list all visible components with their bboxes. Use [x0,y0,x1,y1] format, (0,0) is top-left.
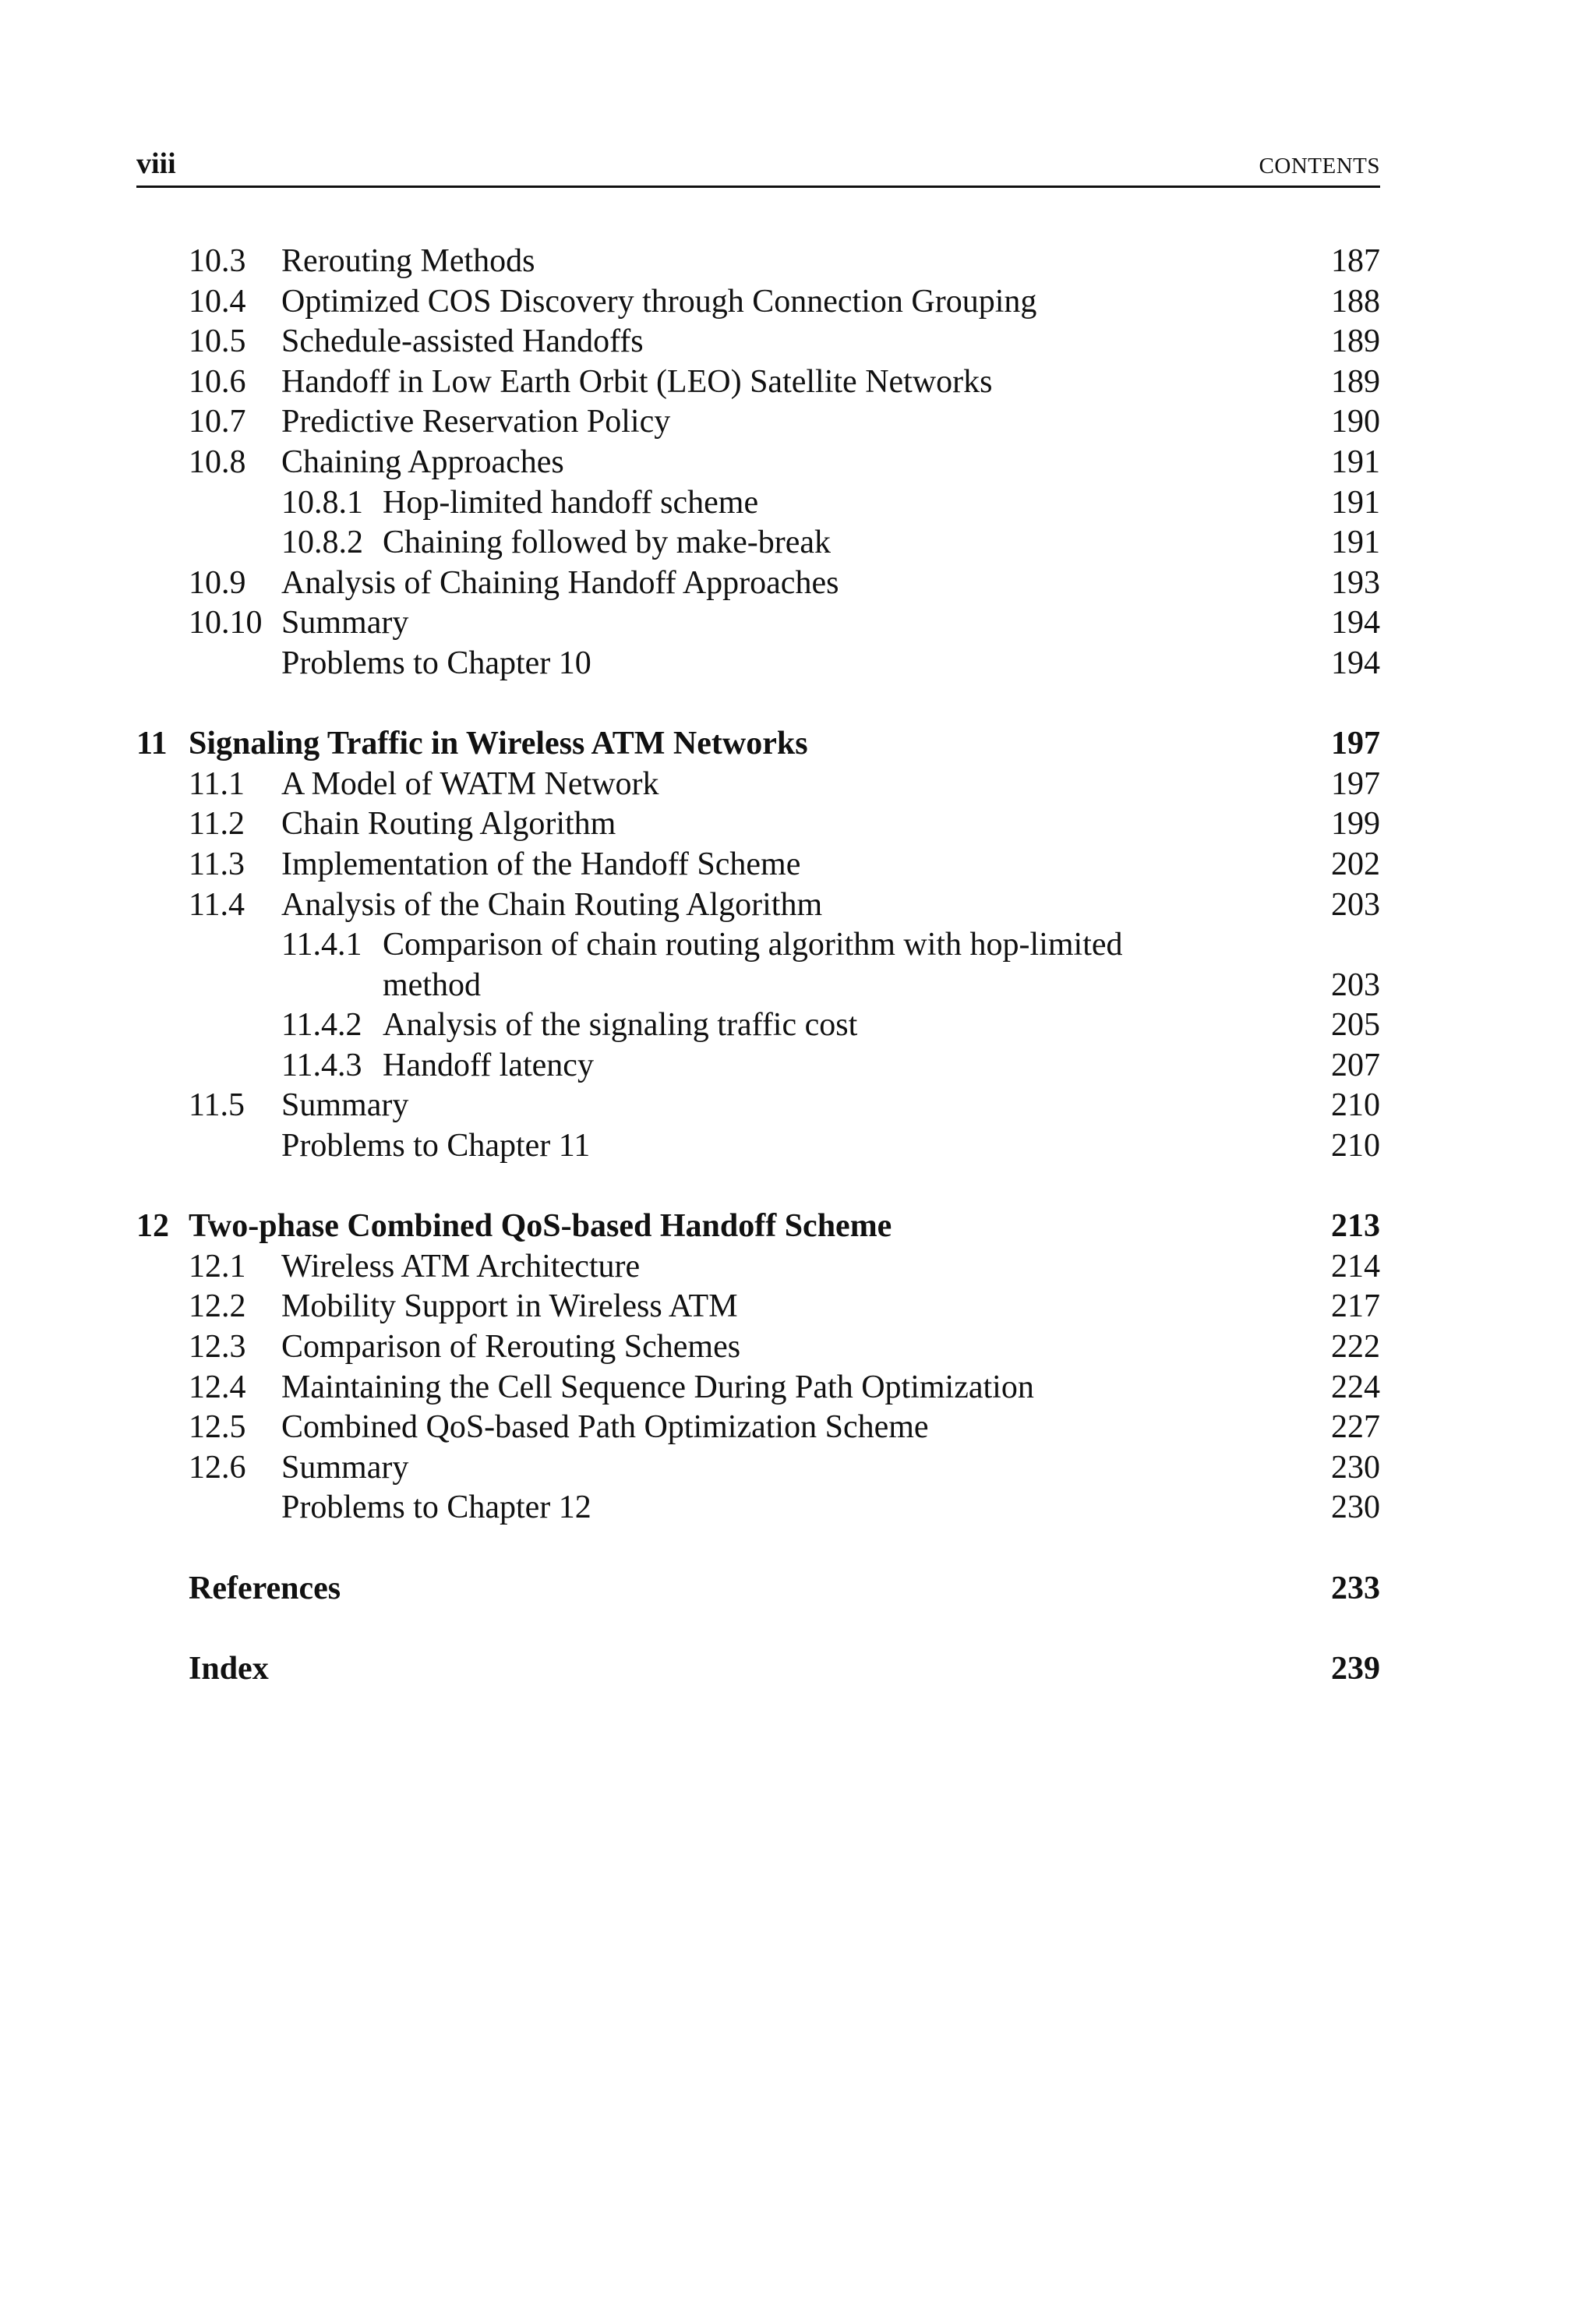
section-title: Implementation of the Handoff Scheme [281,846,801,882]
subsection-title: Chaining followed by make-break [383,525,831,561]
toc-entry[interactable] [136,603,1380,644]
page-ref: 203 [1331,886,1380,923]
subsection-number: 11.4.1 [281,927,362,963]
section-number: 10.5 [189,323,246,360]
subsection-number: 11.4.2 [281,1007,362,1044]
toc-problems-entry[interactable] [136,1126,1380,1167]
chapter-title: Two-phase Combined QoS-based Handoff Scheme [189,1208,892,1245]
page-ref: 214 [1331,1248,1380,1284]
spacer [136,684,1380,725]
spacer [136,1609,1380,1649]
toc-subentry[interactable] [136,523,1380,564]
toc-entry[interactable] [136,765,1380,805]
page-ref: 194 [1331,605,1380,641]
toc-entry[interactable] [136,1448,1380,1489]
references-title: References [189,1570,341,1606]
section-title: Chain Routing Algorithm [281,806,616,843]
toc-chapter-entry[interactable] [136,724,1380,765]
section-number: 12.6 [189,1449,246,1486]
chapter-title: Signaling Traffic in Wireless ATM Networks [189,726,808,762]
page-ref: 187 [1331,243,1380,279]
section-title: Summary [281,1449,409,1486]
section-title: Summary [281,605,409,641]
section-title: Maintaining the Cell Sequence During Path Optimization [281,1369,1034,1405]
page-ref: 191 [1331,525,1380,561]
toc-entry[interactable] [136,1368,1380,1408]
page-ref: 188 [1331,283,1380,320]
page-ref: 197 [1331,765,1380,802]
toc-subentry[interactable] [136,483,1380,524]
toc-entry[interactable] [136,1327,1380,1368]
page-ref: 230 [1331,1489,1380,1526]
problems-title: Problems to Chapter 10 [281,645,591,681]
toc-subentry[interactable] [136,1046,1380,1087]
toc-entry[interactable] [136,1247,1380,1288]
toc-chapter-entry[interactable] [136,1207,1380,1247]
chapter-number: 11 [136,726,168,762]
page-ref: 210 [1331,1087,1380,1124]
spacer [136,1528,1380,1569]
subsection-number: 10.8.2 [281,525,363,561]
section-title: Analysis of Chaining Handoff Approaches [281,564,839,601]
toc-entry[interactable] [136,1408,1380,1448]
subsection-number: 11.4.3 [281,1047,362,1083]
section-title: Comparison of Rerouting Schemes [281,1329,741,1366]
toc-subentry-continuation[interactable] [136,966,1380,1006]
toc-entry[interactable] [136,804,1380,845]
page-ref: 230 [1331,1449,1380,1486]
section-title: A Model of WATM Network [281,765,659,802]
page-ref: 197 [1331,726,1380,762]
toc-problems-entry[interactable] [136,644,1380,684]
subsection-title: Analysis of the signaling traffic cost [383,1007,858,1044]
page-number: viii [136,147,176,180]
section-title: Optimized COS Discovery through Connection Grouping [281,283,1037,320]
page-ref: 191 [1331,484,1380,521]
section-number: 12.3 [189,1329,246,1366]
page-ref: 224 [1331,1369,1380,1405]
page-ref: 205 [1331,1007,1380,1044]
index-title: Index [189,1650,269,1687]
section-number: 11.1 [189,765,245,802]
page-ref: 199 [1331,806,1380,843]
subsection-title: Hop-limited handoff scheme [383,484,759,521]
section-title: Analysis of the Chain Routing Algorithm [281,886,823,923]
section-number: 10.9 [189,564,246,601]
page-ref: 210 [1331,1128,1380,1164]
toc-entry[interactable] [136,282,1380,323]
toc-references-entry[interactable] [136,1569,1380,1610]
page-ref: 189 [1331,323,1380,360]
page-ref: 191 [1331,443,1380,480]
spacer [136,1167,1380,1207]
page-header [136,148,1380,188]
toc-entry[interactable] [136,1086,1380,1126]
toc-problems-entry[interactable] [136,1488,1380,1528]
toc-entry[interactable] [136,885,1380,926]
toc-entry[interactable] [136,443,1380,483]
toc-entry[interactable] [136,1287,1380,1327]
page-ref: 193 [1331,564,1380,601]
toc-index-entry[interactable] [136,1649,1380,1690]
section-title: Chaining Approaches [281,443,564,480]
section-number: 10.6 [189,363,246,400]
section-number: 11.5 [189,1087,245,1124]
subsection-number: 10.8.1 [281,484,363,521]
subsection-title: Handoff latency [383,1047,594,1083]
toc-subentry[interactable] [136,925,1380,966]
page-ref: 207 [1331,1047,1380,1083]
page-ref: 194 [1331,645,1380,681]
section-title: Mobility Support in Wireless ATM [281,1288,738,1325]
section-number: 10.4 [189,283,246,320]
problems-title: Problems to Chapter 12 [281,1489,591,1526]
section-title: Combined QoS-based Path Optimization Scheme [281,1409,929,1446]
section-number: 10.10 [189,605,263,641]
section-number: 12.4 [189,1369,246,1405]
toc-entry[interactable] [136,322,1380,362]
section-number: 10.3 [189,243,246,279]
page-ref: 213 [1331,1208,1380,1245]
subsection-title-continued: method [383,966,481,1003]
section-number: 11.2 [189,806,245,843]
toc-entry[interactable] [136,402,1380,443]
section-number: 11.4 [189,886,245,923]
page-ref: 190 [1331,404,1380,440]
page-ref: 222 [1331,1329,1380,1366]
section-number: 10.8 [189,443,246,480]
section-title: Wireless ATM Architecture [281,1248,641,1284]
page-ref: 239 [1331,1650,1380,1687]
page-ref: 202 [1331,846,1380,882]
toc-entry[interactable] [136,845,1380,885]
toc-subentry[interactable] [136,1005,1380,1046]
section-title: Predictive Reservation Policy [281,404,671,440]
section-number: 12.2 [189,1288,246,1325]
page-ref: 217 [1331,1288,1380,1325]
toc-entry[interactable] [136,362,1380,403]
section-number: 10.7 [189,404,246,440]
running-title: CONTENTS [1259,154,1380,178]
section-title: Summary [281,1087,409,1124]
subsection-title: Comparison of chain routing algorithm with hop-limited [383,927,1123,963]
chapter-number: 12 [136,1208,169,1245]
page-ref: 189 [1331,363,1380,400]
toc-entry[interactable] [136,564,1380,604]
table-of-contents [136,242,1380,1689]
page-ref: 203 [1331,966,1380,1003]
page-ref: 233 [1331,1570,1380,1606]
page-ref: 227 [1331,1409,1380,1446]
section-number: 12.5 [189,1409,246,1446]
section-title: Rerouting Methods [281,243,535,279]
section-title: Handoff in Low Earth Orbit (LEO) Satellite Networks [281,363,993,400]
section-number: 12.1 [189,1248,246,1284]
section-title: Schedule-assisted Handoffs [281,323,644,360]
toc-entry[interactable] [136,242,1380,282]
problems-title: Problems to Chapter 11 [281,1128,591,1164]
section-number: 11.3 [189,846,245,882]
